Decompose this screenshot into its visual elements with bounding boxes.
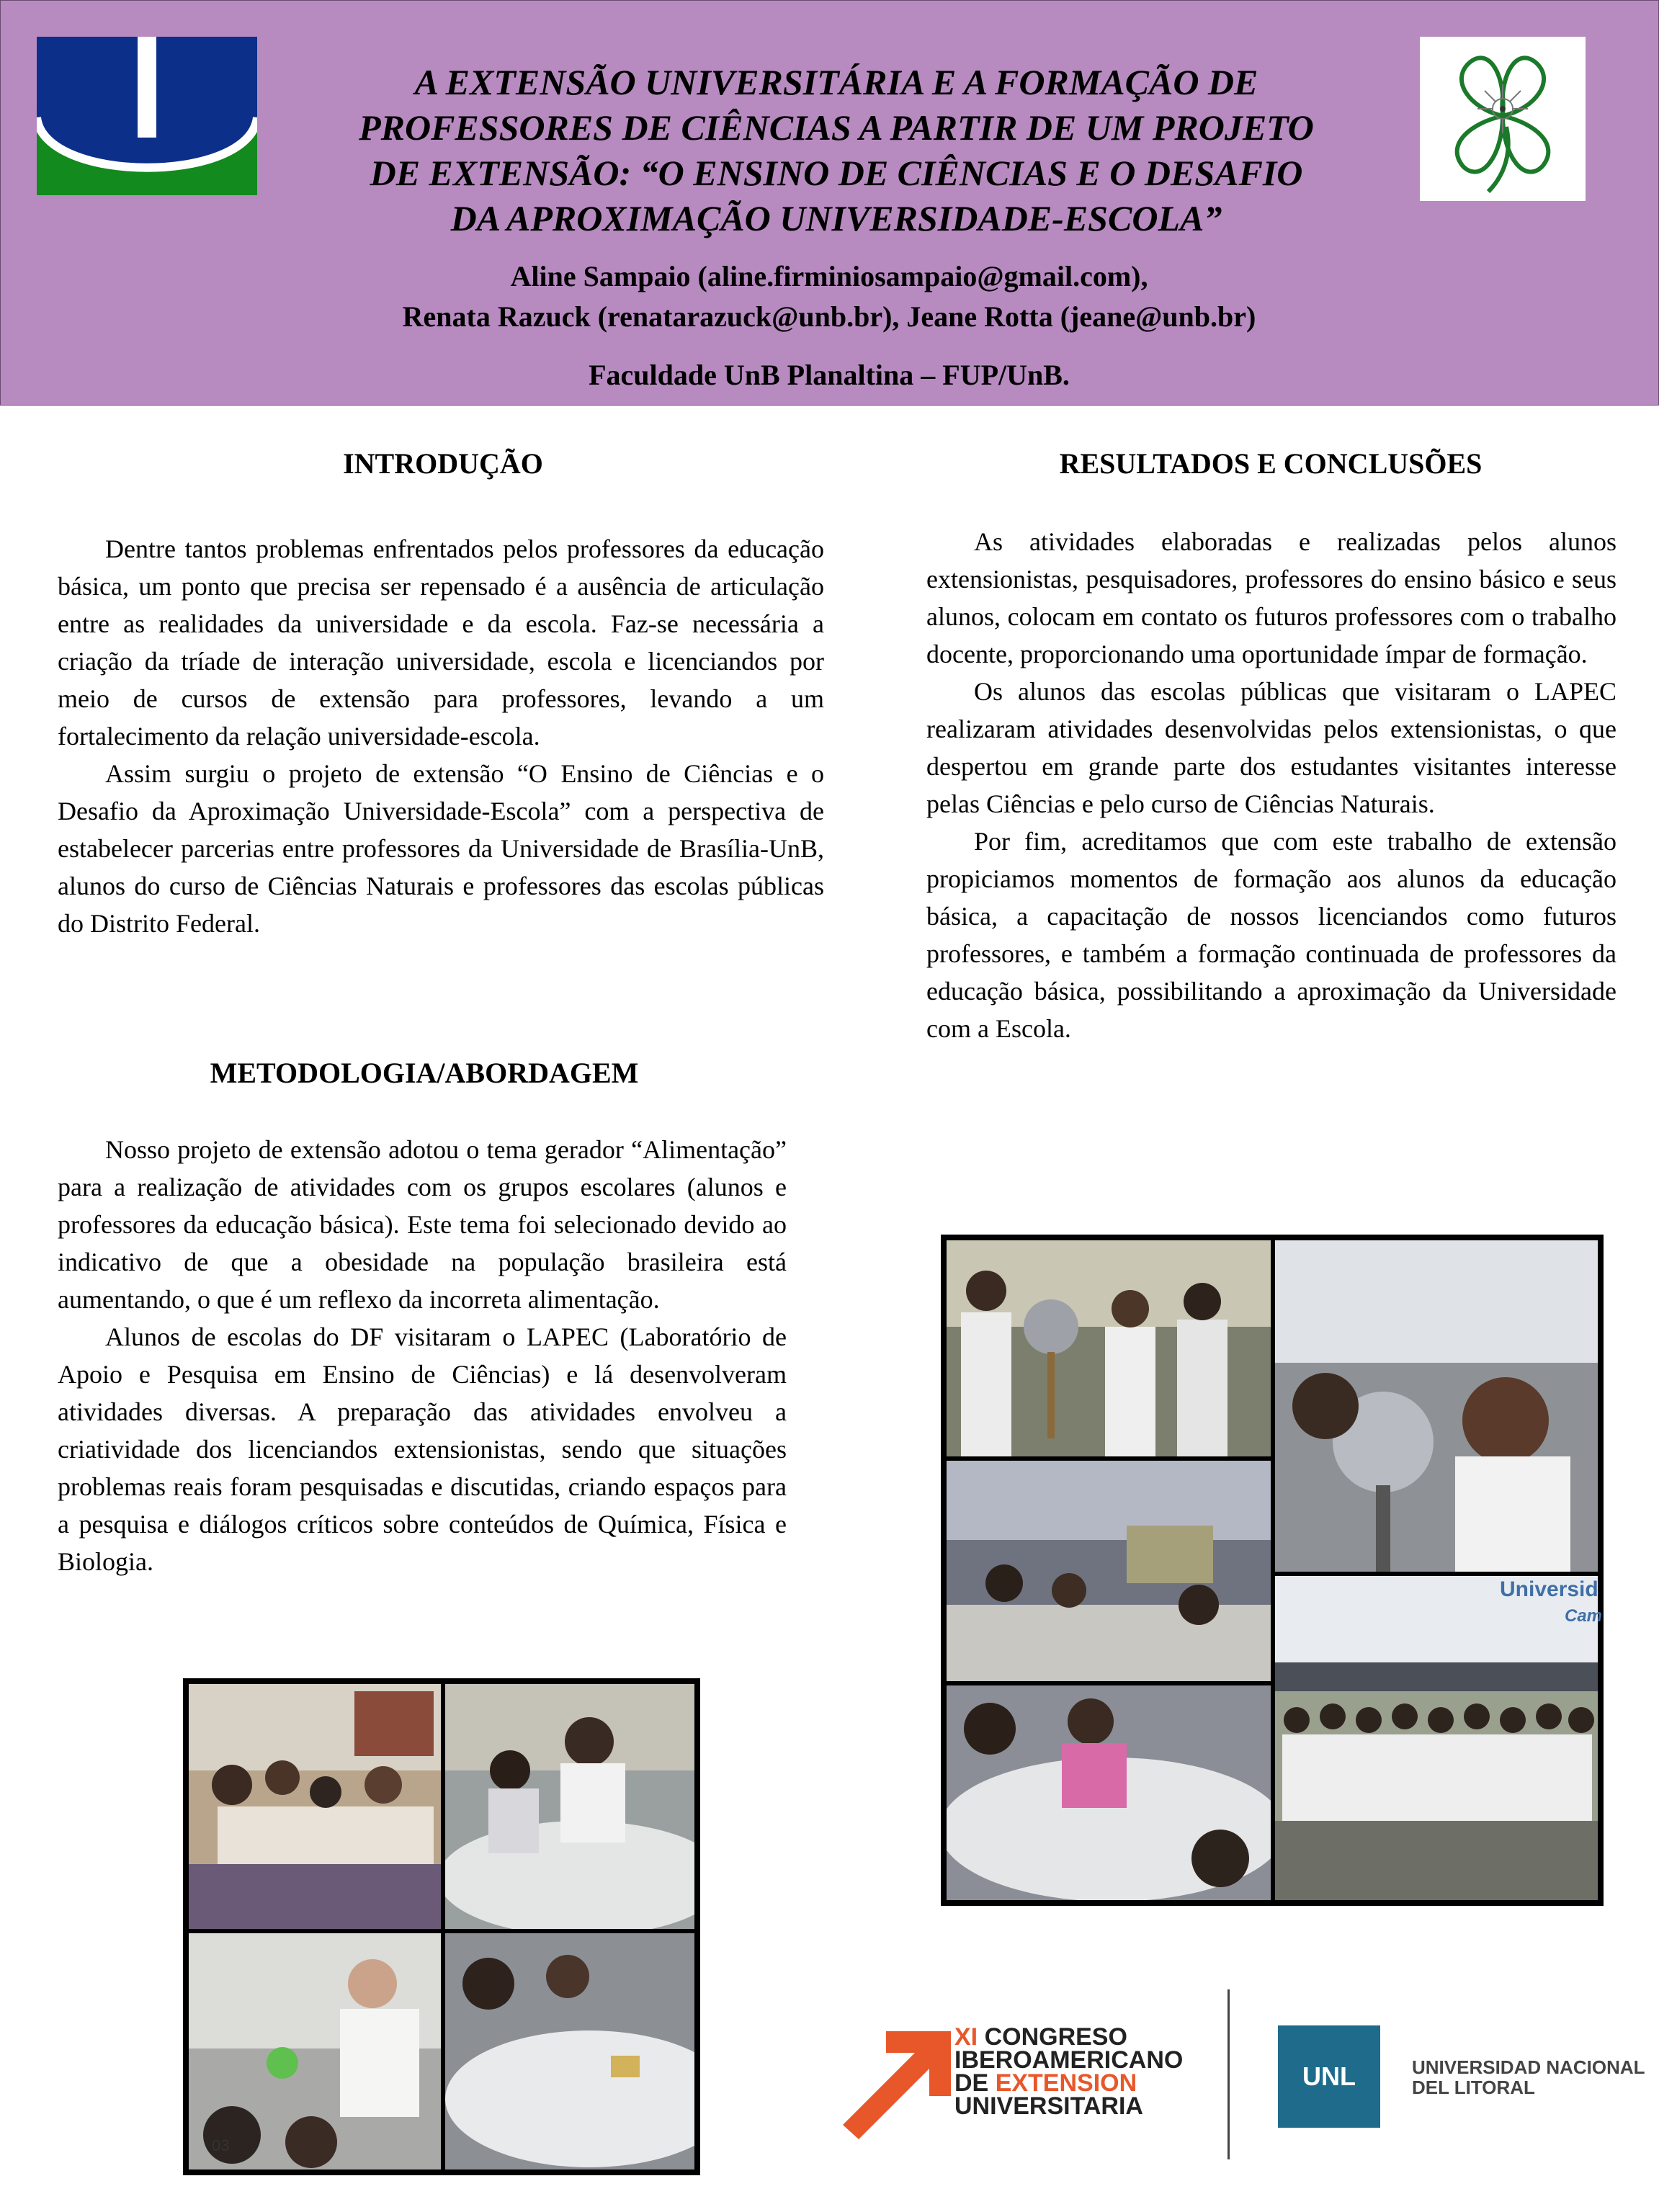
- paragraph: Os alunos das escolas públicas que visitaram o LAPEC realizaram atividades desenvolvidas pelos extensionistas, o que despertou em grande parte dos estudantes visitantes interesse pelas Ciências e pelo curso de Ciências Naturais.: [926, 677, 1616, 818]
- poster-title: [274, 60, 1398, 241]
- photo-classroom-table: [189, 1684, 441, 1929]
- photo-round-table: [445, 1933, 694, 2170]
- logo-divider: [1228, 1989, 1230, 2159]
- sign-text: Universid: [1500, 1577, 1598, 1601]
- introducao-body: [58, 530, 824, 942]
- sign-text: Cam: [1565, 1606, 1603, 1626]
- unl-name-line: DEL LITORAL: [1412, 2077, 1535, 2098]
- metodologia-heading: METODOLOGIA/ABORDAGEM: [210, 1057, 639, 1089]
- authors-line: Renata Razuck (renatarazuck@unb.br), Jeane Rotta (jeane@unb.br): [402, 300, 1256, 333]
- unb-logo: [37, 37, 257, 195]
- photo-van-de-graaff-group: [947, 1240, 1271, 1456]
- photo-lab-sink: [189, 1933, 441, 2170]
- title-line: PROFESSORES DE CIÊNCIAS A PARTIR DE UM PROJETO: [359, 107, 1314, 148]
- paragraph: Assim surgiu o projeto de extensão “O Ensino de Ciências e o Desafio da Aproximação Universidade-Escola” com a perspectiva de estabelecer parcerias entre professores da Universidade de Brasília-UnB, alunos do curso de Ciências Naturais e professores das escolas públicas do Distrito Federal.: [58, 759, 824, 938]
- title-line: DE EXTENSÃO: “O ENSINO DE CIÊNCIAS E O DESAFIO: [370, 153, 1303, 193]
- unl-name: [1412, 2057, 1645, 2097]
- authors-line: Aline Sampaio (aline.firminiosampaio@gmail.com),: [510, 260, 1148, 292]
- congreso-logo-text: [954, 2025, 1183, 2118]
- resultados-heading: RESULTADOS E CONCLUSÕES: [1059, 447, 1483, 480]
- congreso-line: XI CONGRESO: [954, 2023, 1127, 2051]
- unl-name-line: UNIVERSIDAD NACIONAL: [1412, 2056, 1645, 2078]
- left-photo-collage: [183, 1678, 700, 2175]
- congreso-line: IBEROAMERICANO: [954, 2046, 1184, 2074]
- title-line: A EXTENSÃO UNIVERSITÁRIA E A FORMAÇÃO DE: [414, 62, 1258, 102]
- paragraph: As atividades elaboradas e realizadas pelos alunos extensionistas, pesquisadores, professores do ensino básico e seus alunos, colocam em contato os futuros professores com o trabalho docente, proporcionando uma oportunidade ímpar de formação.: [926, 527, 1616, 668]
- paragraph: Dentre tantos problemas enfrentados pelos professores da educação básica, um ponto que precisa ser repensado é a ausência de articulação entre as realidades da universidade e da escola. Faz-se necessária a criação da tríade de interação universidade, escola e licenciandos por meio de cursos de extensão para professores, levando a um fortalecimento da relação universidade-escola.: [58, 534, 824, 751]
- photo-students-table: [947, 1685, 1271, 1900]
- congreso-line: UNIVERSITARIA: [954, 2092, 1143, 2120]
- paragraph: Alunos de escolas do DF visitaram o LAPEC (Laboratório de Apoio e Pesquisa em Ensino de Ciências) e lá desenvolveram atividades diversas. A preparação das atividades envolveu a criatividade dos licenciandos extensionistas, sendo que situações problemas reais foram pesquisadas e discutidas, criando espaços para a pesquisa e diálogos críticos sobre conteúdos de Química, Física e Biologia.: [58, 1322, 787, 1576]
- unl-logo: UNL: [1278, 2025, 1380, 2128]
- photo-classroom-presentation: [947, 1461, 1271, 1681]
- clover-logo: [1420, 37, 1586, 201]
- introducao-heading: INTRODUÇÃO: [343, 447, 543, 480]
- congreso-line: DE EXTENSION: [954, 2069, 1137, 2097]
- photo-group-activity: [445, 1684, 694, 1929]
- paragraph: Nosso projeto de extensão adotou o tema gerador “Alimentação” para a realização de atividades com os grupos escolares (alunos e professores da educação básica). Este tema foi selecionado devido ao indicativo de que a obesidade na população brasileira está aumentando, o que é um reflexo da incorreta alimentação.: [58, 1135, 787, 1314]
- paragraph: Por fim, acreditamos que com este trabalho de extensão propiciamos momentos de formação aos alunos da educação básica, a capacitação de nossos licenciandos como futuros professores, e também a formação continuada de professores da educação básica, possibilitando a aproximação da Universidade com a Escola.: [926, 827, 1616, 1043]
- metodologia-body: [58, 1131, 787, 1580]
- right-photo-collage: [941, 1235, 1604, 1906]
- header-banner: [0, 0, 1659, 406]
- photo-student-sphere: [1275, 1240, 1598, 1572]
- author-list: [274, 256, 1384, 337]
- photo-group-portrait: [1275, 1576, 1598, 1900]
- jersey-number: 03: [212, 2136, 230, 2154]
- affiliation: Faculdade UnB Planaltina – FUP/UnB.: [589, 359, 1070, 391]
- title-line: DA APROXIMAÇÃO UNIVERSIDADE-ESCOLA”: [450, 198, 1222, 238]
- resultados-body: [926, 523, 1616, 1047]
